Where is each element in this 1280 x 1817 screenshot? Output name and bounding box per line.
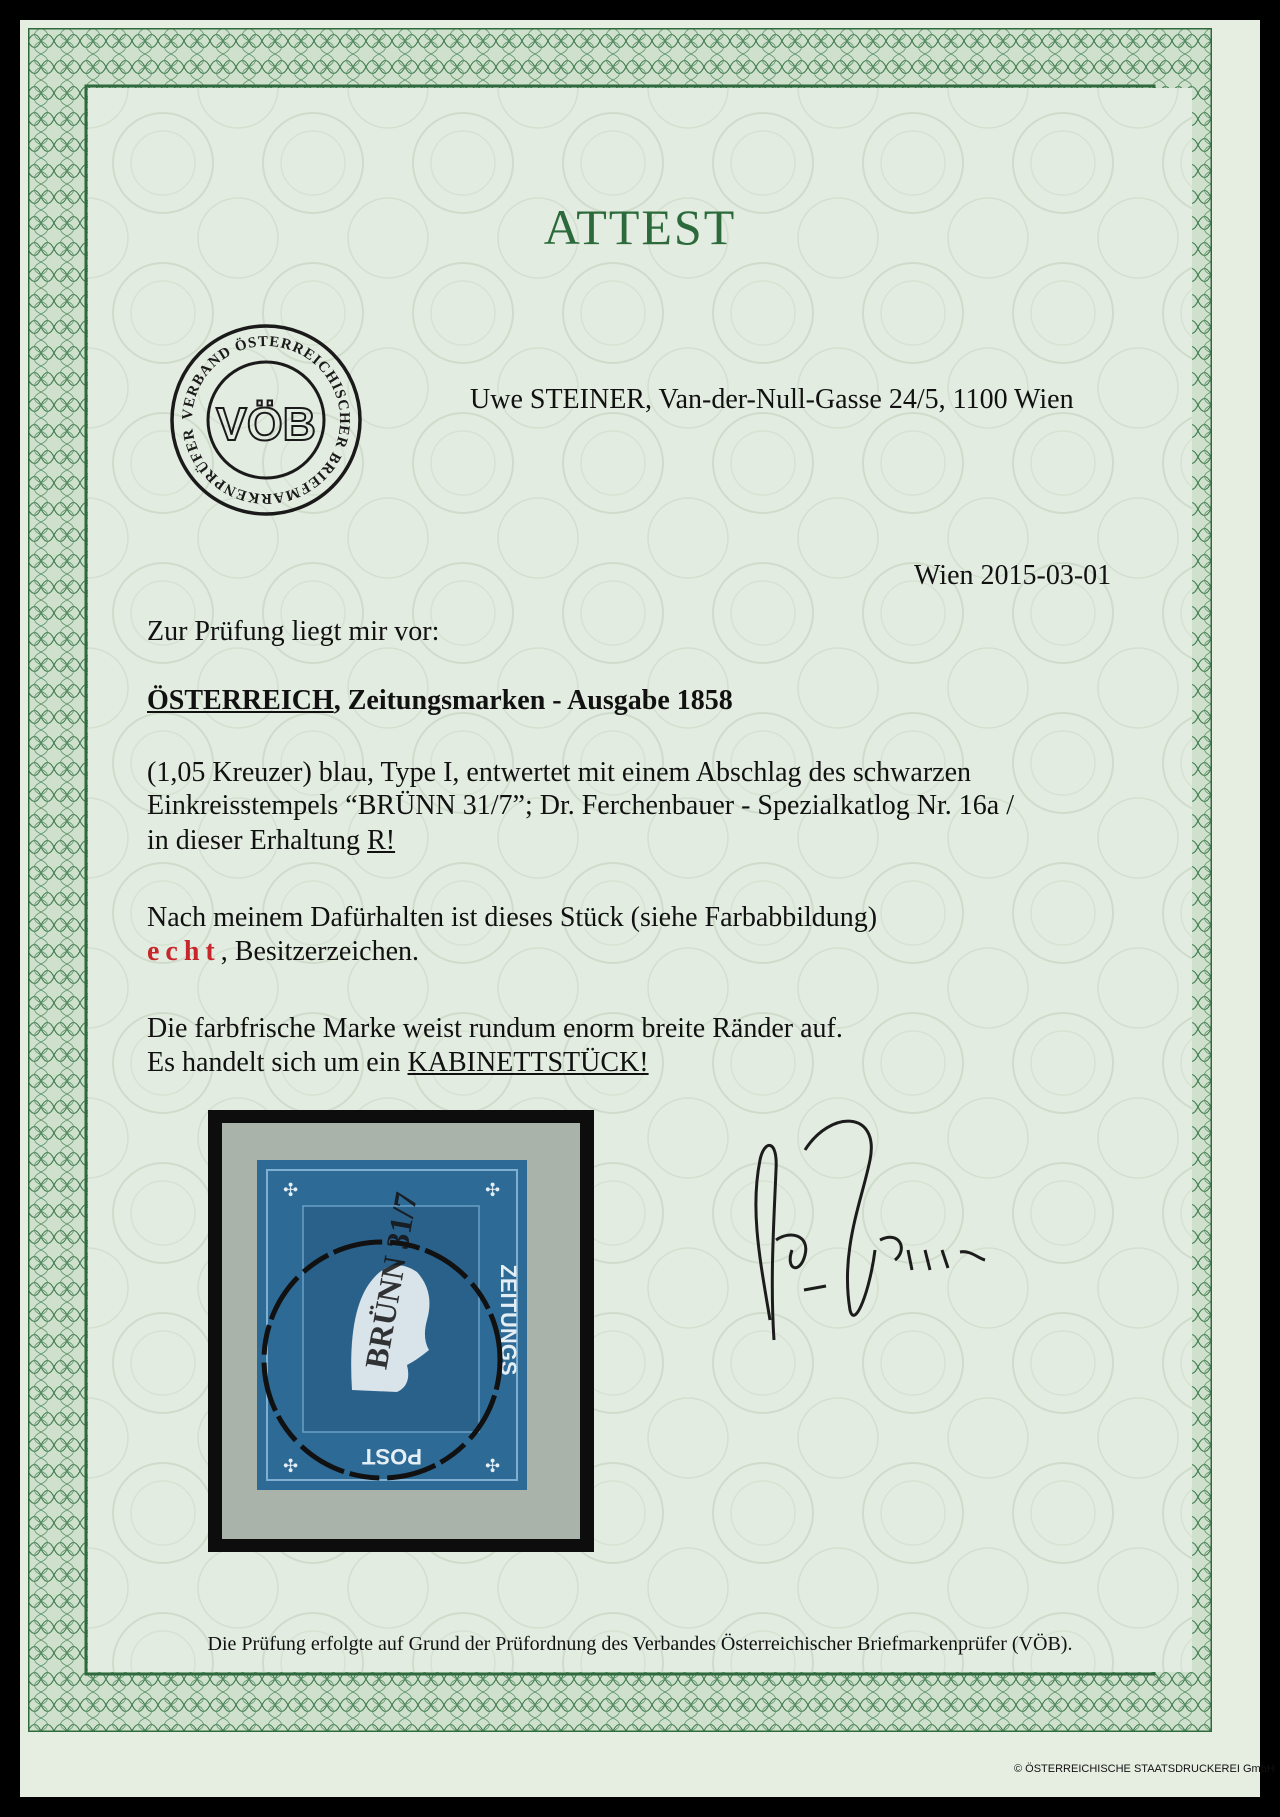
svg-text:✣: ✣ <box>485 1456 501 1477</box>
description-line-2: Einkreisstempels “BRÜNN 31/7”; Dr. Ferchenbauer - Spezialkatlog Nr. 16a / <box>147 790 1015 821</box>
stamp-side-text: ZEITUNGS <box>496 1264 521 1376</box>
svg-text:✣: ✣ <box>283 1456 299 1477</box>
remarks-line-2 <box>147 1047 649 1079</box>
verdict-echt: echt <box>147 936 221 967</box>
certificate-date: Wien 2015-03-01 <box>914 560 1112 591</box>
seal-ring-text: VERBAND ÖSTERREICHISCHER BRIEFMARKENPRÜFER <box>179 333 353 507</box>
seal-monogram: VÖB <box>216 398 316 450</box>
postmark-text: BRÜNN 31/7 <box>357 1189 425 1372</box>
stamp-image <box>257 1160 527 1490</box>
heading-country: ÖSTERREICH <box>147 685 334 716</box>
kabinettstueck-emphasis: KABINETTSTÜCK! <box>407 1047 649 1078</box>
item-heading <box>147 685 733 717</box>
svg-text:✣: ✣ <box>283 1180 299 1201</box>
stamp-bottom-text: POST <box>362 1444 422 1469</box>
svg-text:✣: ✣ <box>485 1180 501 1201</box>
opinion-line-2-rest: , Besitzerzeichen. <box>220 936 419 967</box>
opinion-line-1: Nach meinem Dafürhalten ist dieses Stück (siehe Farbabbildung) <box>147 902 878 933</box>
opinion-line-2 <box>147 936 419 968</box>
intro-text: Zur Prüfung liegt mir vor: <box>147 616 440 647</box>
footer-note: Die Prüfung erfolgte auf Grund der Prüfordnung des Verbandes Österreichischer Briefmarkenprüfer (VÖB). <box>207 1633 1073 1655</box>
examiner-address: Uwe STEINER, Van-der-Null-Gasse 24/5, 1100 Wien <box>470 384 1074 415</box>
description-line-1: (1,05 Kreuzer) blau, Type I, entwertet mit einem Abschlag des schwarzen <box>147 757 972 788</box>
examiner-signature <box>730 1090 1030 1390</box>
heading-rest: , Zeitungsmarken - Ausgabe 1858 <box>333 685 733 716</box>
remarks-line-2-text: Es handelt sich um ein <box>147 1047 408 1078</box>
description-line-3 <box>147 825 395 857</box>
description-line-3-text: in dieser Erhaltung <box>147 825 368 856</box>
remarks-line-1: Die farbfrische Marke weist rundum enorm breite Ränder auf. <box>147 1013 843 1044</box>
certificate-title: ATTEST <box>543 199 737 255</box>
copyright-note: © ÖSTERREICHISCHE STAATSDRUCKEREI GmbH <box>1014 1763 1275 1775</box>
rarity-rating: R! <box>367 825 396 856</box>
voeb-seal <box>168 322 364 518</box>
